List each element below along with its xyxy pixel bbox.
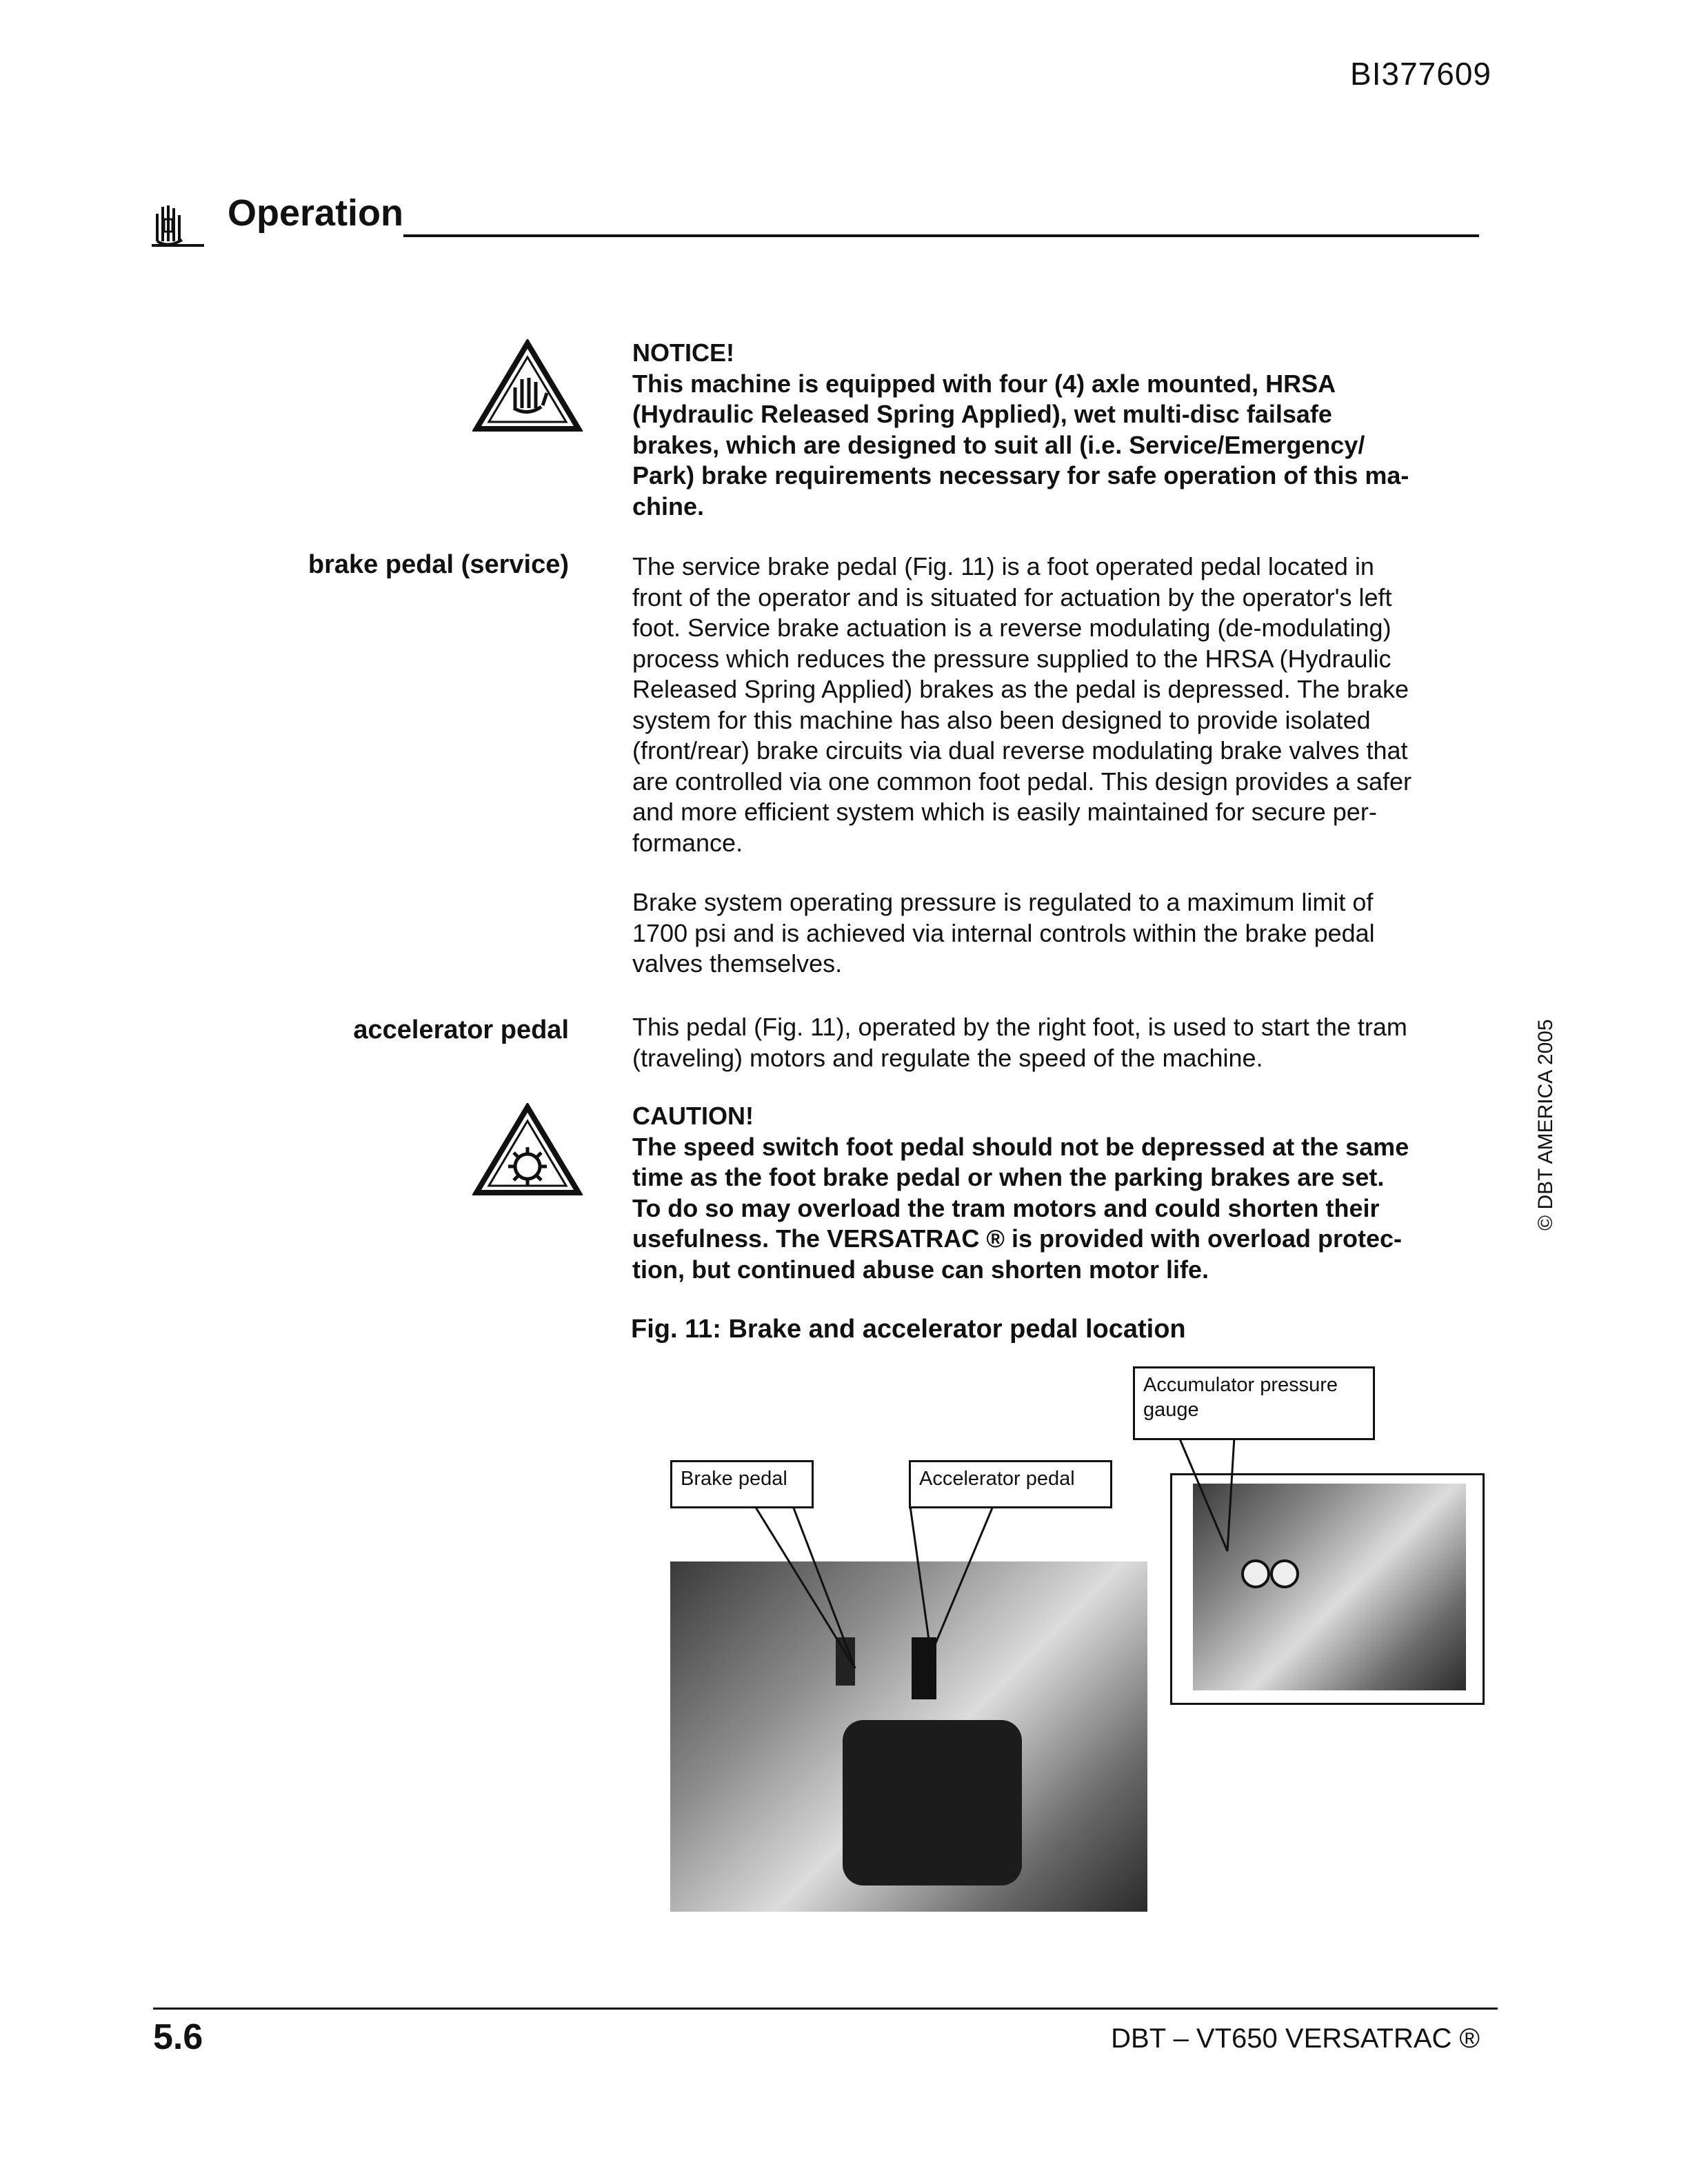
notice-line: (Hydraulic Released Spring Applied), wet multi-disc failsafe	[632, 400, 1332, 428]
caution-line: usefulness. The VERSATRAC ® is provided with overload protec-	[632, 1224, 1403, 1253]
accelerator-pedal-callout: Accelerator pedal	[909, 1460, 1112, 1508]
text-line: and more efficient system which is easily maintained for secure per-	[632, 798, 1377, 826]
gauge-dial	[1270, 1559, 1299, 1588]
brake-pedal-callout: Brake pedal	[670, 1460, 814, 1508]
accumulator-gauge-photo	[1193, 1484, 1466, 1690]
brake-pedal-label: brake pedal (service)	[308, 550, 569, 579]
caution-line: To do so may overload the tram motors and could shorten their	[632, 1193, 1380, 1222]
caution-line: time as the foot brake pedal or when the parking brakes are set.	[632, 1163, 1385, 1191]
text-line: system for this machine has also been designed to provide isolated	[632, 705, 1371, 734]
gauge-inset-frame	[1170, 1473, 1485, 1705]
text-line: (traveling) motors and regulate the speed of the machine.	[632, 1043, 1263, 1072]
notice-line: brakes, which are designed to suit all (i.e. Service/Emergency/	[632, 430, 1365, 459]
section-title-rule	[403, 234, 1479, 237]
text-line: foot. Service brake actuation is a reverse modulating (de-modulating)	[632, 614, 1391, 642]
notice-heading: NOTICE!	[632, 338, 734, 367]
operator-seat	[843, 1720, 1022, 1885]
text-line: Released Spring Applied) brakes as the pedal is depressed. The brake	[632, 675, 1409, 703]
caution-block	[632, 1101, 1480, 1285]
text-line: The service brake pedal (Fig. 11) is a foot operated pedal located in	[632, 552, 1374, 580]
text-line: valves themselves.	[632, 949, 843, 978]
text-line: Brake system operating pressure is regulated to a maximum limit of	[632, 888, 1374, 916]
caution-line: The speed switch foot pedal should not be depressed at the same	[632, 1132, 1409, 1161]
accelerator-pedal-shape	[912, 1637, 936, 1699]
text-line: formance.	[632, 828, 743, 857]
page-number: 5.6	[153, 2017, 203, 2057]
brake-pedal-paragraph-1	[632, 552, 1480, 858]
text-line: 1700 psi and is achieved via internal controls within the brake pedal	[632, 918, 1375, 947]
operator-compartment-photo	[670, 1561, 1147, 1912]
section-title: Operation	[228, 192, 404, 234]
notice-line: Park) brake requirements necessary for safe operation of this ma-	[632, 461, 1409, 489]
callout-line: gauge	[1143, 1399, 1199, 1421]
caution-line: tion, but continued abuse can shorten motor life.	[632, 1255, 1209, 1284]
notice-line: chine.	[632, 492, 705, 520]
text-line: (front/rear) brake circuits via dual reverse modulating brake valves that	[632, 736, 1408, 765]
callout-line: Accumulator pressure	[1143, 1374, 1338, 1396]
operator-hand-icon	[150, 200, 205, 248]
copyright-notice: © DBT AMERICA 2005	[1534, 1019, 1557, 1231]
text-line: process which reduces the pressure supplied to the HRSA (Hydraulic	[632, 644, 1391, 673]
caution-heading: CAUTION!	[632, 1102, 754, 1130]
notice-block	[632, 338, 1480, 522]
document-id: BI377609	[1350, 56, 1491, 92]
brake-pedal-paragraph-2	[632, 887, 1480, 980]
hand-crush-warning-icon	[472, 339, 583, 436]
footer-document-title: DBT – VT650 VERSATRAC ®	[1111, 2023, 1480, 2054]
accumulator-gauge-callout	[1133, 1366, 1375, 1440]
footer-rule	[153, 2008, 1498, 2010]
gauge-dial	[1241, 1559, 1270, 1588]
text-line: are controlled via one common foot pedal. This design provides a safer	[632, 767, 1411, 796]
text-line: front of the operator and is situated for actuation by the operator's left	[632, 583, 1392, 611]
figure-caption: Fig. 11: Brake and accelerator pedal location	[631, 1315, 1186, 1344]
motor-overload-warning-icon	[472, 1103, 583, 1200]
notice-line: This machine is equipped with four (4) axle mounted, HRSA	[632, 369, 1336, 398]
text-line: This pedal (Fig. 11), operated by the right foot, is used to start the tram	[632, 1013, 1407, 1041]
brake-pedal-shape	[836, 1637, 855, 1686]
accelerator-pedal-label: accelerator pedal	[353, 1015, 569, 1044]
accelerator-pedal-paragraph	[632, 1012, 1480, 1073]
